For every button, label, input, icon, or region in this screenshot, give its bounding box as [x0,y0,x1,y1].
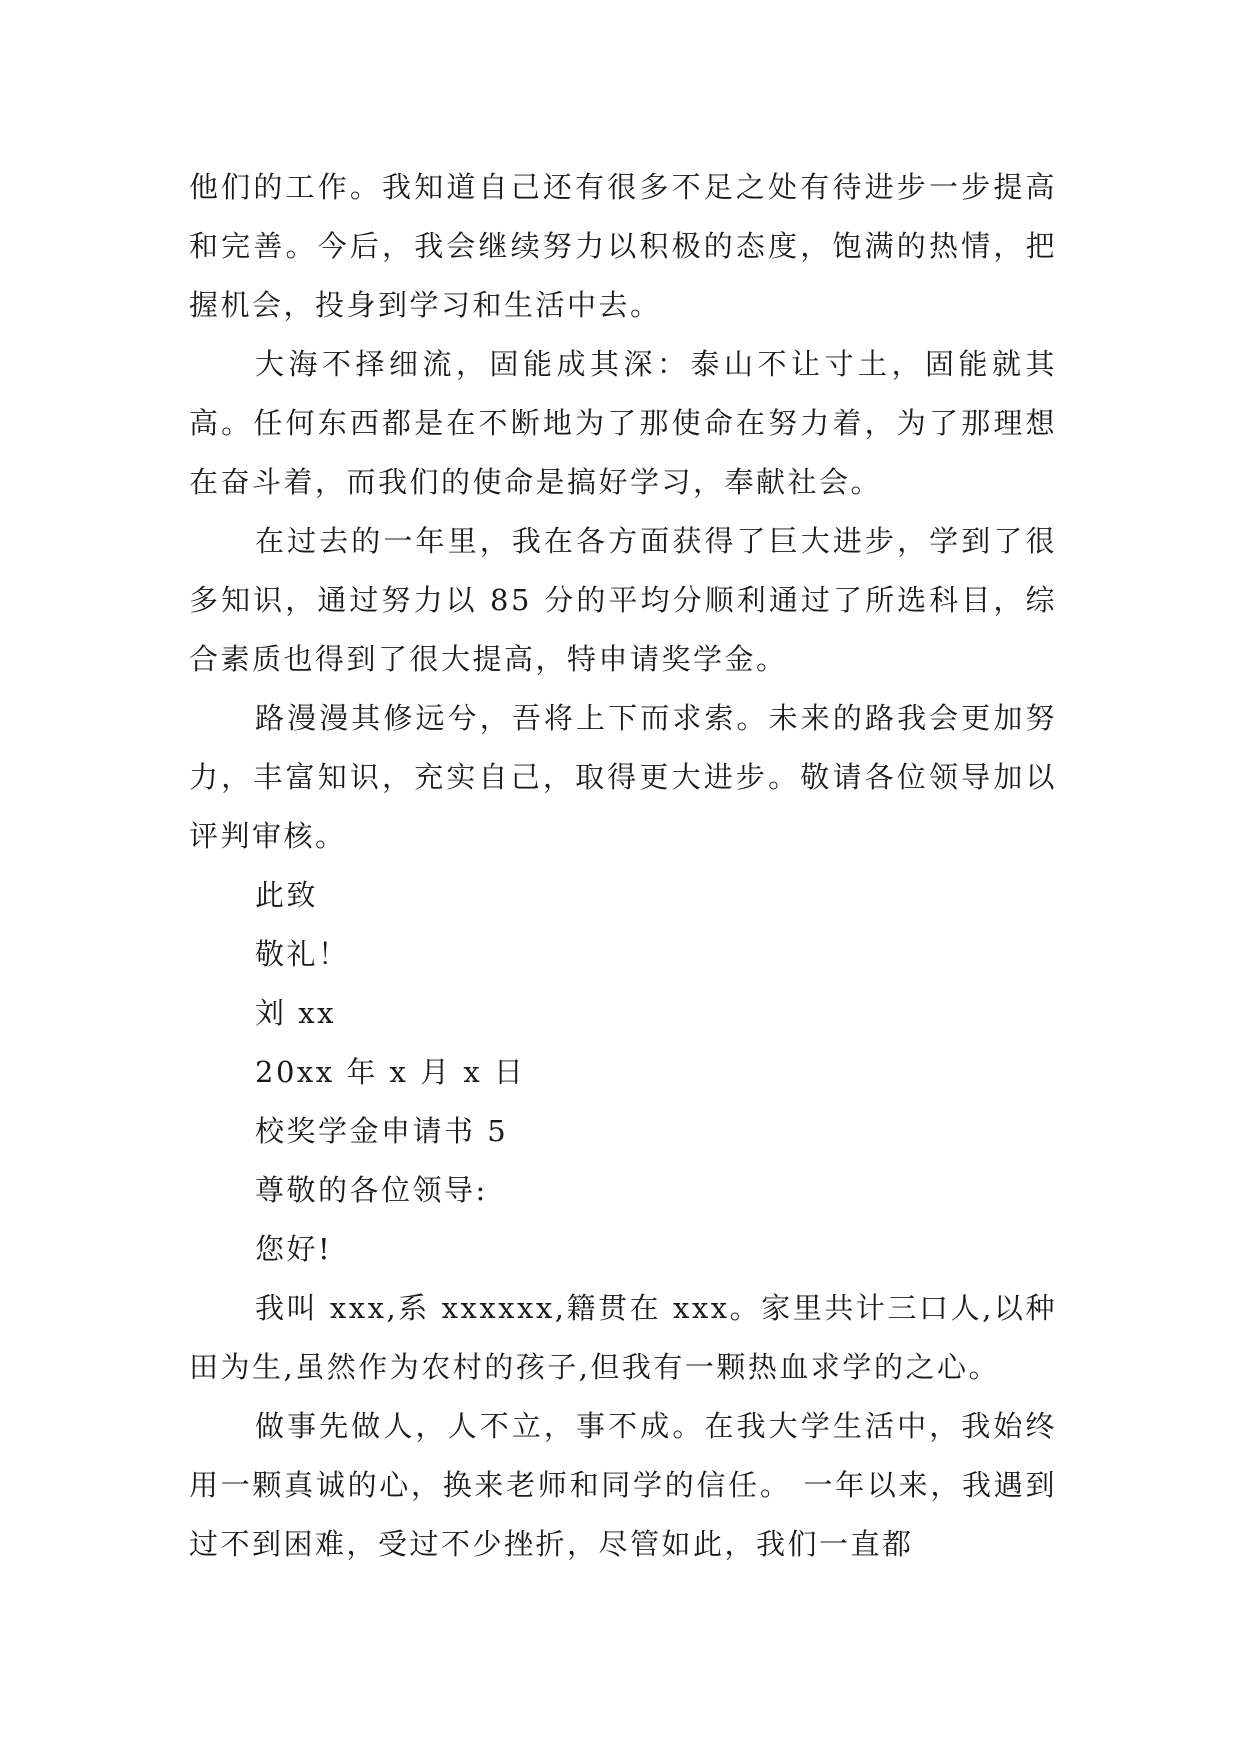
paragraph-introduction: 我叫 xxx,系 xxxxxx,籍贯在 xxx。家里共计三口人,以种田为生,虽然作为农村的孩子,但我有一颗热血求学的之心。 [189,1291,1057,1384]
paragraph-continuation: 他们的工作。我知道自己还有很多不足之处有待进步一步提高和完善。今后，我会继续努力以积极的态度，饱满的热情，把握机会，投身到学习和生活中去。 [189,170,1057,322]
paragraph-sea-and-mountain: 大海不择细流，固能成其深：泰山不让寸土，固能就其高。任何东西都是在不断地为了那使命在努力着，为了那理想在奋斗着，而我们的使命是搞好学习，奉献社会。 [189,347,1057,499]
document-body [189,158,1057,1574]
signature-date: 20xx 年 x 月 x 日 [255,1055,526,1089]
paragraph-character: 做事先做人，人不立，事不成。在我大学生活中，我始终用一颗真诚的心，换来老师和同学的信任。 一年以来，我遇到过不到困难，受过不少挫折，尽管如此，我们一直都 [189,1409,1057,1561]
section-title: 校奖学金申请书 5 [255,1114,509,1148]
greeting: 您好! [255,1232,333,1266]
closing-jingli: 敬礼！ [255,937,350,971]
salutation: 尊敬的各位领导: [255,1173,488,1207]
signature-name: 刘 xx [255,996,336,1030]
closing-cizhi: 此致 [255,878,319,912]
paragraph-past-year: 在过去的一年里，我在各方面获得了巨大进步，学到了很多知识，通过努力以 85 分的平均分顺利通过了所选科目，综合素质也得到了很大提高，特申请奖学金。 [189,524,1057,676]
paragraph-future: 路漫漫其修远兮，吾将上下而求索。未来的路我会更加努力，丰富知识，充实自己，取得更大进步。敬请各位领导加以评判审核。 [189,701,1057,853]
